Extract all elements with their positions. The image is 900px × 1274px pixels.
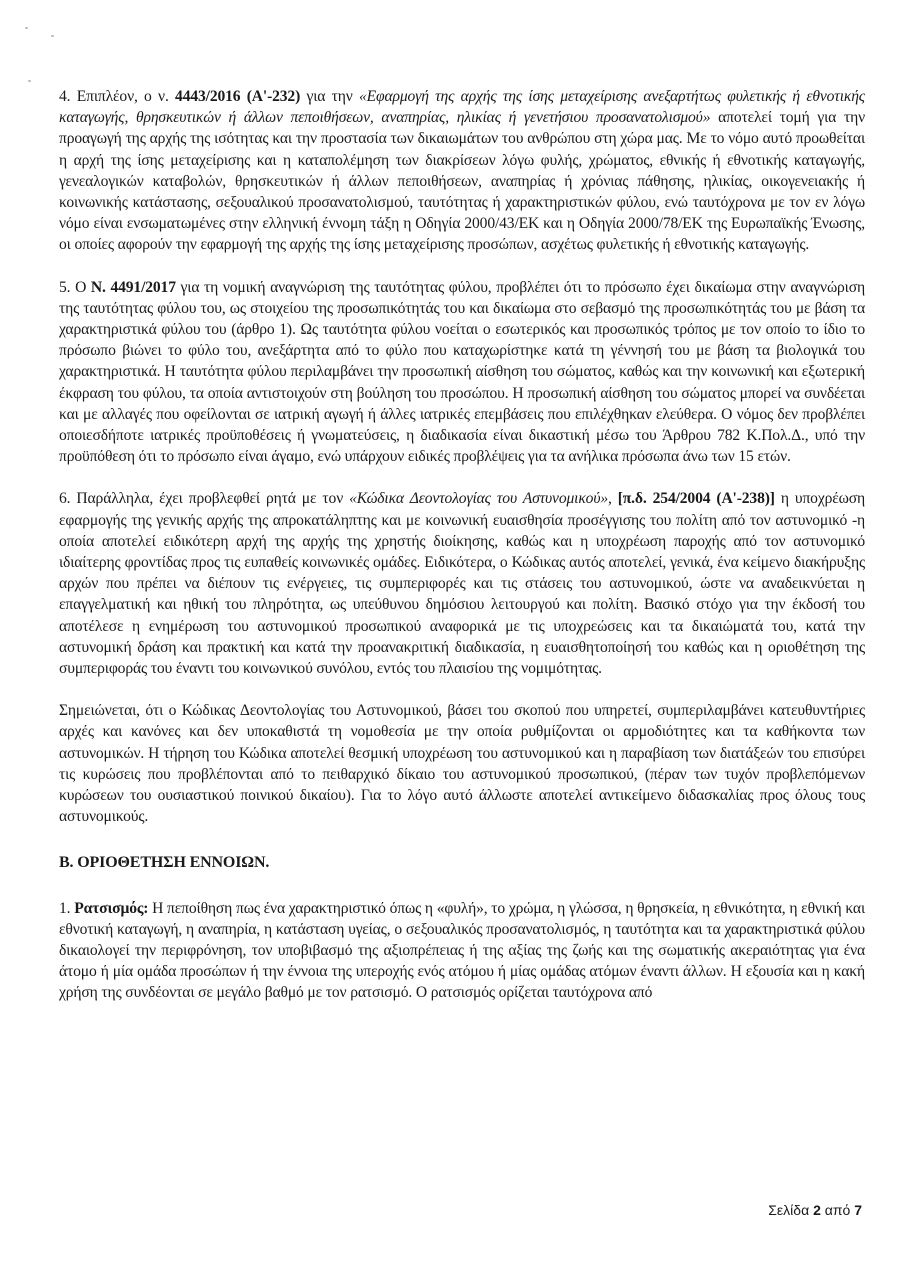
scan-artifact xyxy=(28,80,31,82)
paragraph-4-prefix: 4. Επιπλέον, ο ν. xyxy=(59,88,176,105)
law-reference: Ν. 4491/2017 xyxy=(90,278,176,296)
definition-term: Ρατσισμός: xyxy=(74,899,149,917)
paragraph-note: Σημειώνεται, ότι ο Κώδικας Δεοντολογίας του Αστυνομικού, βάσει του σκοπού που υπηρετεί, συμπεριλαμβάνει κατευθυντήριες αρχές και κανόνες και δεν υποκαθιστά τη νομοθεσία με την οποία ρυθμίζονται οι αρμοδιότητες και τα καθήκοντα των αστυνομικών. Η τήρηση του Κώδικα αποτελεί θεσμική υποχρέωση του αστυνομικού και η παραβίαση των διατάξεών του επισύρει τις κυρώσεις που προβλέπονται από το πειθαρχικό δίκαιο του αστυνομικού προσωπικού, (πέραν των τυχόν προβλεπόμενων κυρώσεων του ουσιαστικού ποινικού δικαίου). Για το λόγο αυτό άλλωστε αποτελεί αντικείμενο διδασκαλίας προς όλους τους αστυνομικούς. xyxy=(59,702,865,826)
law-title: «Εφαρμογή της αρχής της ίσης μεταχείρισης ανεξαρτήτως φυλετικής ή εθνοτικής καταγωγής, θρησκευτικών ή άλλων πεποιθήσεων, αναπηρίας, ηλικίας ή γενετήσιου προσανατολισμού» xyxy=(59,88,865,127)
paragraph-5 xyxy=(59,277,865,468)
law-reference: [π.δ. 254/2004 (Α'-238)] xyxy=(617,490,775,508)
definition-body: Η πεποίθηση πως ένα χαρακτηριστικό όπως η «φυλή», το χρώμα, η γλώσσα, η θρησκεία, η εθνικότητα, η εθνική και εθνοτική καταγωγή, η αναπηρία, η κατάσταση υγείας, ο σεξουαλικός προσανατολισμός, η ταυτότητα και τα χαρακτηριστικά φύλου δικαιολογεί την περιφρόνηση, τον υποβιβασμό της αξιοπρέπειας ή της αξίας της ζωής και της σωματικής ακεραιότητας για ένα άτομο ή μία ομάδα προσώπων ή την έννοια της υπεροχής ενός ατόμου ή μίας ομάδας ατόμων έναντι άλλων. Η εξουσία και η κακή χρήση της συνδέονται σε μεγάλο βαθμό με τον ρατσισμό. Ο ρατσισμός ορίζεται ταυτόχρονα από xyxy=(59,899,865,1002)
page-total: 7 xyxy=(854,1202,862,1218)
page-number xyxy=(768,1202,862,1218)
law-reference: 4443/2016 (Α'-232) xyxy=(175,88,301,105)
definition-prefix: 1. xyxy=(59,899,75,917)
code-title: «Κώδικα Δεοντολογίας του Αστυνομικού» xyxy=(349,490,608,508)
paragraph-4-mid: για την xyxy=(300,88,359,105)
paragraph-6 xyxy=(59,488,865,679)
paragraph-4 xyxy=(59,86,865,256)
page-label: Σελίδα xyxy=(768,1202,814,1218)
paragraph-6-mid: , xyxy=(607,490,618,508)
paragraph-5-body: για τη νομική αναγνώριση της ταυτότητας φύλου, προβλέπει ότι το πρόσωπο έχει δικαίωμα στην αναγνώριση της ταυτότητας φύλου του, ως στοιχείου της προσωπικότητάς του και δικαίωμα στο σεβασμό της προσωπικότητάς του με βάση τα χαρακτηριστικά φύλου του (άρθρο 1). Ως ταυτότητα φύλου νοείται ο εσωτερικός και προσωπικός τρόπος με τον οποίο το ίδιο το πρόσωπο βιώνει το φύλο του, ανεξάρτητα από το φύλο που καταχωρίστηκε κατά τη γέννησή του με βάση τα βιολογικά του χαρακτηριστικά. Η ταυτότητα φύλου περιλαμβάνει την προσωπική αίσθηση του σώματος, καθώς και την κοινωνική και εξωτερική έκφραση του φύλου, τα οποία αντιστοιχούν στη βούληση του προσώπου. Η προσωπική αίσθηση του σώματος μπορεί να συνδέεται και με αλλαγές που οφείλονται σε ιατρική αγωγή ή άλλες ιατρικές επεμβάσεις που επιλέχθηκαν ελεύθερα. Ο νόμος δεν προβλέπει οποιεσδήποτε ιατρικές προϋποθέσεις ή γνωματεύσεις, η διαδικασία είναι δικαστική μέσω του Άρθρου 782 Κ.Πολ.Δ., υπό την προϋπόθεση ότι το πρόσωπο είναι άγαμο, ενώ υπάρχουν ειδικές προβλέψεις για τα ανήλικα πρόσωπα άνω των 15 ετών. xyxy=(59,278,865,466)
scan-artifact xyxy=(51,35,54,37)
definition-racism xyxy=(59,898,865,1004)
section-heading: Β. ΟΡΙΟΘΕΤΗΣΗ ΕΝΝΟΙΩΝ. xyxy=(59,853,270,871)
paragraph-6-body: η υποχρέωση εφαρμογής της γενικής αρχής της απροκατάληπτης και με κοινωνική ευαισθησία προσέγγισης του πολίτη από τον αστυνομικό -η οποία αποτελεί ειδικότερη αρχή της αρχής της χρηστής διοίκησης, καθώς και η υποχρέωση παροχής από τον αστυνομικό ιδιαίτερης φροντίδας προς τις ευπαθείς κοινωνικές ομάδες. Ειδικότερα, ο Κώδικας αυτός αποτελεί, γενικά, ένα κείμενο διακήρυξης αρχών που πρέπει να διέπουν τις ενέργειες, τις συμπεριφορές και τις στάσεις του αστυνομικού, ώστε να αναδεικνύεται η επαγγελματική και ηθική του πληρότητα, ως υπεύθυνου δημόσιου λειτουργού και πολίτη. Βασικό στόχο για την έκδοσή του αποτέλεσε η ενημέρωση του αστυνομικού προσωπικού αναφορικά με τις υποχρεώσεις και τα δικαιώματά του, κατά την αστυνομική δράση και πρακτική και κατά την προανακριτική διαδικασία, η ευαισθητοποίησή του καθώς και η οριοθέτηση της συμπεριφοράς του έναντι του κοινωνικού συνόλου, εντός του πλαισίου της νομιμότητας. xyxy=(59,490,865,678)
page-current: 2 xyxy=(813,1202,821,1218)
scan-artifact xyxy=(25,27,28,29)
paragraph-6-prefix: 6. Παράλληλα, έχει προβλεφθεί ρητά με τον xyxy=(59,490,350,508)
paragraph-5-prefix: 5. Ο xyxy=(59,278,91,296)
document-page xyxy=(59,86,865,1004)
paragraph-4-body: αποτελεί τομή για την προαγωγή της αρχής της ισότητας και την προστασία των δικαιωμάτων του ανθρώπου στη χώρα μας. Με το νόμο αυτό προωθείται η αρχή της ίσης μεταχείρισης και η καταπολέμηση των διακρίσεων λόγω φυλής, χρώματος, εθνικής ή εθνοτικής καταγωγής, γενεαλογικών καταβολών, θρησκευτικών ή άλλων πεποιθήσεων, αναπηρίας ή χρόνιας πάθησης, ηλικίας, οικογενειακής ή κοινωνικής κατάστασης, σεξουαλικού προσανατολισμού, ταυτότητας ή χαρακτηριστικών φύλου, ενώ ταυτόχρονα με τον εν λόγω νόμο είναι ενσωματωμένες στην ελληνική έννομη τάξη η Οδηγία 2000/43/ΕΚ και η Οδηγία 2000/78/ΕΚ της Ευρωπαϊκής Ένωσης, οι οποίες αφορούν την εφαρμογή της αρχής της ίσης μεταχείρισης προσώπων, ασχέτως φυλετικής ή εθνοτικής καταγωγής. xyxy=(59,109,865,254)
page-separator: από xyxy=(820,1202,855,1218)
